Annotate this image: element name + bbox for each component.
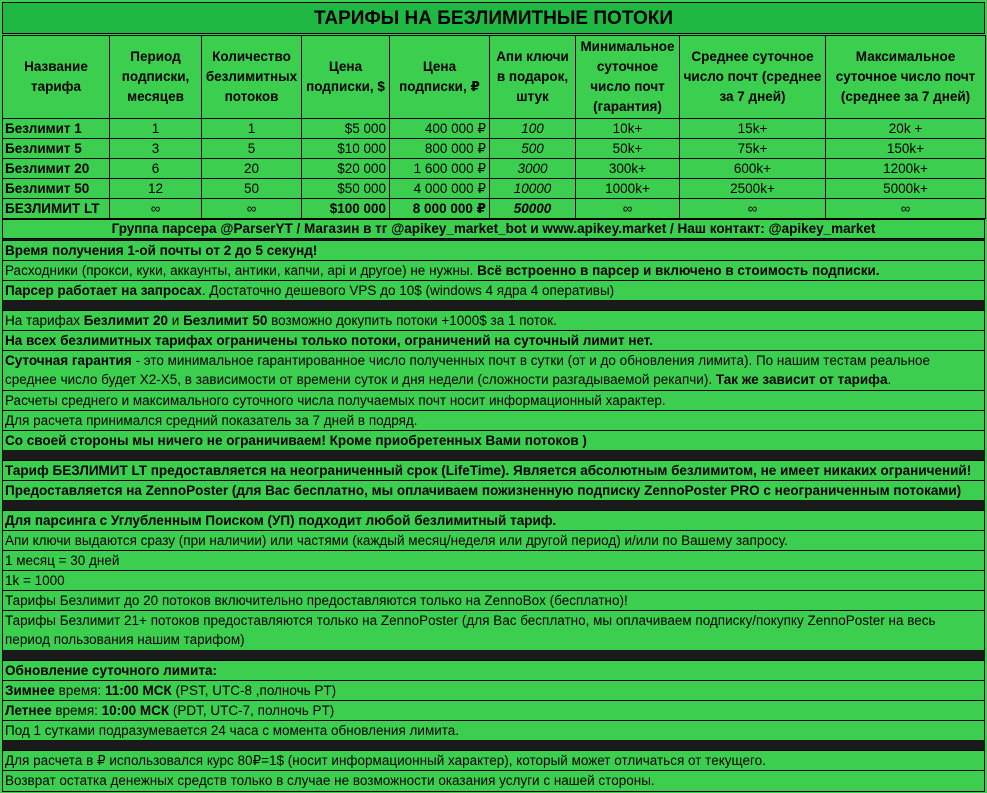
note-row [3,511,984,531]
col-header-avg-daily: Среднее суточное число почт (среднее за 7 дней) [680,36,826,119]
tariff-max-daily: 150k+ [826,139,986,159]
note-text-bold: Со своей стороны мы ничего не ограничиваем! Кроме приобретенных Вами потоков ) [5,433,587,448]
tariff-threads: 1 [202,119,302,139]
note-text: . [887,372,892,387]
tariff-period: 12 [110,179,202,199]
note-text: возможно докупить потоки +1000$ за 1 поток. [267,313,557,328]
note-row [3,331,984,351]
note-text: Для расчета в ₽ использовался курс 80₽=1$ (носит информационный характер), который может отличаться от текущего. [5,753,766,768]
col-header-max-daily: Максимальное суточное число почт (среднее за 7 дней) [826,36,986,119]
note-text: Расчеты среднего и максимального суточного числа получаемых почт носит информационный характер. [5,393,666,408]
note-text-bold: Для парсинга с Углубленным Поиском (УП) подходит любой безлимитный тариф. [5,513,557,528]
tariff-threads: 20 [202,159,302,179]
note-row [3,771,984,791]
tariff-api-keys: 50000 [490,199,576,219]
note-row [3,721,984,741]
note-row [3,311,984,331]
note-text: . Достаточно дешевого VPS до 10$ (windows 4 ядра 4 оперативы) [201,283,615,298]
tariff-threads: ∞ [202,199,302,219]
notes-block-daily-limit [2,660,985,742]
note-text: (PST, UTC-8 ,полночь PT) [171,683,337,698]
note-row [3,411,984,431]
note-row [3,241,984,261]
separator [2,500,985,510]
note-row [3,611,984,651]
note-text-bold: Обновление суточного лимита: [5,663,217,678]
note-row [3,461,984,481]
note-text: Тарифы Безлимит 21+ потоков предоставляются только на ZennoPoster (для Вас бесплатно, мы оплачиваем подписку/покупку ZennoPoster на весь период пользования нашим тарифом) [5,613,936,647]
tariff-avg-daily: 2500k+ [680,179,826,199]
note-row [3,681,984,701]
note-row [3,391,984,411]
table-row [3,159,986,179]
col-header-period: Период подписки, месяцев [110,36,202,119]
tariff-period: ∞ [110,199,202,219]
note-text: Тарифы Безлимит до 20 потоков включительно предоставляются только на ZennoBox (бесплатно)! [5,593,628,608]
note-text: 1 месяц = 30 дней [5,553,120,568]
tariff-min-daily: 1000k+ [576,179,680,199]
note-row [3,551,984,571]
tariff-avg-daily: 75k+ [680,139,826,159]
tariff-avg-daily: 600k+ [680,159,826,179]
separator [2,450,985,460]
note-text: На тарифах [5,313,84,328]
note-text-bold: Безлимит 50 [183,313,268,328]
table-row [3,199,986,219]
tariff-price-usd: $100 000 [302,199,390,219]
tariff-name: Безлимит 50 [3,179,110,199]
note-row [3,431,984,451]
note-text-bold: Суточная гарантия [5,353,132,368]
tariff-price-usd: $20 000 [302,159,390,179]
note-text: - это минимальное гарантированное число полученных почт в сутки (от и до обновления лимита). По нашим тестам реальное среднее число будет X2-X5, в зависимости от времени суток и дня недели (сложности разгадываемой рекапчи). [5,353,931,387]
note-text: время: [51,703,102,718]
col-header-name: Название тарифа [3,36,110,119]
notes-block-speed [2,240,985,302]
tariff-avg-daily: 15k+ [680,119,826,139]
tariff-name: Безлимит 5 [3,139,110,159]
tariff-max-daily: 20k + [826,119,986,139]
tariff-price-rub: 1 600 000 ₽ [390,159,490,179]
note-text: Апи ключи выдаются сразу (при наличии) или частями (каждый месяц/неделя или другой период) и/или по Вашему запросу. [5,533,788,548]
tariff-price-usd: $10 000 [302,139,390,159]
tariff-min-daily: 50k+ [576,139,680,159]
tariff-price-rub: 8 000 000 ₽ [390,199,490,219]
tariff-price-usd: $5 000 [302,119,390,139]
note-text-bold: Безлимит 20 [83,313,169,328]
tariff-min-daily: ∞ [576,199,680,219]
tariff-api-keys: 3000 [490,159,576,179]
col-header-threads: Количество безлимитных потоков [202,36,302,119]
note-text-bold: Так же зависит от тарифа [715,372,888,387]
col-header-min-daily: Минимальное суточное число почт (гарантия) [576,36,680,119]
note-row [3,481,984,501]
separator [2,740,985,750]
note-row [3,591,984,611]
tariff-max-daily: 1200k+ [826,159,986,179]
tariff-api-keys: 500 [490,139,576,159]
tariff-price-rub: 800 000 ₽ [390,139,490,159]
tariff-max-daily: ∞ [826,199,986,219]
tariff-name: БЕЗЛИМИТ LT [3,199,110,219]
note-row [3,571,984,591]
note-text: и [168,313,184,328]
table-header-row [3,36,986,119]
note-text-bold: Парсер работает на запросах [5,283,202,298]
note-text-bold: 11:00 МСК [104,683,172,698]
tariff-period: 6 [110,159,202,179]
tariff-price-rub: 4 000 000 ₽ [390,179,490,199]
tariff-price-usd: $50 000 [302,179,390,199]
separator [2,300,985,310]
col-header-price-rub: Цена подписки, ₽ [390,36,490,119]
note-text: Под 1 сутками подразумевается 24 часа с момента обновления лимита. [5,723,460,738]
notes-block-general [2,510,985,652]
tariff-threads: 5 [202,139,302,159]
note-text: Для расчета принимался средний показатель за 7 дней в подряд. [5,413,418,428]
tariff-avg-daily: ∞ [680,199,826,219]
col-header-api-keys: Апи ключи в подарок, штук [490,36,576,119]
note-row [3,701,984,721]
note-row [3,261,984,281]
note-text: 1k = 1000 [5,573,65,588]
tariff-max-daily: 5000k+ [826,179,986,199]
tariff-api-keys: 10000 [490,179,576,199]
note-text: Время получения 1-ой почты от 2 до 5 секунд! [5,243,318,258]
tariff-name: Безлимит 20 [3,159,110,179]
notes-block-limits [2,310,985,452]
note-row [3,281,984,301]
notes-block-lifetime [2,460,985,502]
note-text: (PDT, UTC-7, полночь PT) [169,703,335,718]
tariff-name: Безлимит 1 [3,119,110,139]
table-row [3,179,986,199]
tariff-api-keys: 100 [490,119,576,139]
table-row [3,139,986,159]
separator [2,650,985,660]
tariff-period: 3 [110,139,202,159]
tariff-min-daily: 10k+ [576,119,680,139]
note-row [3,351,984,391]
note-text-bold: Зимнее [5,683,55,698]
tariff-threads: 50 [202,179,302,199]
note-text-bold: 10:00 МСК [101,703,170,718]
note-row [3,531,984,551]
note-row [3,751,984,771]
tariff-price-rub: 400 000 ₽ [390,119,490,139]
col-header-price-usd: Цена подписки, $ [302,36,390,119]
note-text-bold: На всех безлимитных тарифах ограничены только потоки, ограничений на суточный лимит нет. [5,333,653,348]
sheet-title: ТАРИФЫ НА БЕЗЛИМИТНЫЕ ПОТОКИ [2,2,985,34]
contacts-banner: Группа парсера @ParserYT / Магазин в тг @apikey_market_bot и www.apikey.market / Наш контакт: @apikey_market [2,219,985,239]
tariff-min-daily: 300k+ [576,159,680,179]
note-text: Возврат остатка денежных средств только в случае не возможности оказания услуги с нашей стороны. [5,773,655,788]
tariffs-table [2,35,986,219]
note-row [3,661,984,681]
note-text-bold: Тариф БЕЗЛИМИТ LT предоставляется на неограниченный срок (LifeTime). Является абсолютным безлимитом, не имеет никаких ограничений! [5,463,972,478]
note-text-bold: Предоставляется на ZennoPoster (для Вас бесплатно, мы оплачиваем пожизненную подписку ZennoPoster PRO с неограниченным потоками) [5,483,962,498]
note-text-bold: Летнее [5,703,52,718]
note-text: время: [54,683,105,698]
tariff-period: 1 [110,119,202,139]
note-text: Расходники (прокси, куки, аккаунты, антики, капчи, api и другое) не нужны. [5,263,478,278]
notes-block-currency [2,750,985,792]
note-text-bold: Всё встроенно в парсер и включено в стоимость подписки. [477,263,880,278]
table-row [3,119,986,139]
